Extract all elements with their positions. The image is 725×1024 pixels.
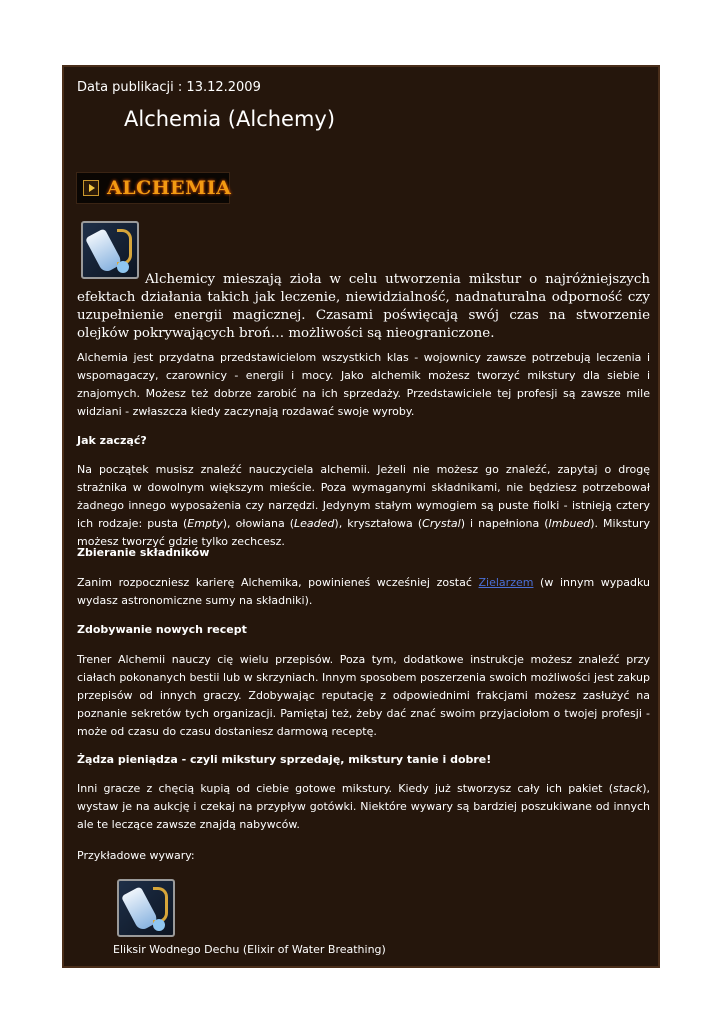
banner-text: ALCHEMIA (107, 177, 232, 199)
heading-recipes: Zdobywanie nowych recept (77, 623, 247, 636)
heading-money: Żądza pieniądza - czyli mikstury sprzedaję, mikstury tanie i dobre! (77, 753, 492, 766)
paragraph-gathering: Zanim rozpoczniesz karierę Alchemika, powinieneś wcześniej zostać Zielarzem (w innym wypadku wydasz astronomiczne sumy na składniki). (77, 576, 650, 607)
heading-how-to-start: Jak zacząć? (77, 434, 147, 447)
paragraph-examples: Przykładowe wywary: (77, 849, 195, 862)
publication-date: Data publikacji : 13.12.2009 (77, 80, 261, 95)
page-title: Alchemia (Alchemy) (124, 107, 336, 131)
alchemia-banner (76, 172, 230, 204)
herbalist-link[interactable]: Zielarzem (478, 576, 534, 589)
play-arrow-icon (83, 180, 99, 196)
elixir-caption: Eliksir Wodnego Dechu (Elixir of Water Breathing) (113, 943, 386, 956)
paragraph-how-to-start: Na początek musisz znaleźć nauczyciela alchemii. Jeżeli nie możesz go znaleźć, zapytaj o drogę strażnika w dowolnym większym mieście. Poza wymaganymi składnikami, nie będziesz potrzebował żadnego innego wyposażenia czy narzędzi. Jedynym stałym wymogiem są puste fiolki - istnieją cztery ich rodzaje: pusta (Empty), ołowiana (Leaded), kryształowa (Crystal) i napełniona (Imbued). Mikstury możesz tworzyć gdzie tylko zechcesz. (77, 463, 650, 548)
water-breathing-elixir-icon (117, 879, 175, 937)
paragraph-classes: Alchemia jest przydatna przedstawicielom wszystkich klas - wojownicy zawsze potrzebują leczenia i wspomagaczy, czarownicy - energii i mocy. Jako alchemik możesz tworzyć mikstury dla siebie i znajomych. Możesz też dobrze zarobić na ich sprzedaży. Przedstawiciele tej profesji są zawsze mile widziani - zwłaszcza kiedy zaczynają rozdawać swoje wyroby. (77, 351, 650, 418)
article-panel (62, 65, 660, 968)
paragraph-recipes: Trener Alchemii nauczy cię wielu przepisów. Poza tym, dodatkowe instrukcje możesz znaleźć przy ciałach pokonanych bestii lub w skrzyniach. Innym sposobem poszerzenia swoich możliwości jest zakup przepisów od innych graczy. Zdobywając reputację z odpowiednimi frakcjami możesz zasłużyć na poznanie sekretów tych organizacji. Pamiętaj też, żeby dać znać swoim przyjaciołom o twojej profesji - może od czasu do czasu dostaniesz darmową receptę. (77, 653, 650, 738)
heading-gathering: Zbieranie składników (77, 546, 210, 559)
intro-paragraph: Alchemicy mieszają zioła w celu utworzenia mikstur o najróżniejszych efektach działania takich jak leczenie, niewidzialność, nadnaturalna odporność czy uzupełnienie energii magicznej. Czasami poświęcają swój czas na stworzenie olejków pokrywających broń… możliwości są nieograniczone. (77, 272, 650, 341)
paragraph-money: Inni gracze z chęcią kupią od ciebie gotowe mikstury. Kiedy już stworzysz cały ich pakiet (stack), wystaw je na aukcję i czekaj na przypływ gotówki. Niektóre wywary są bardziej poszukiwane od innych ale te leczące zawsze znajdą nabywców. (77, 782, 650, 831)
